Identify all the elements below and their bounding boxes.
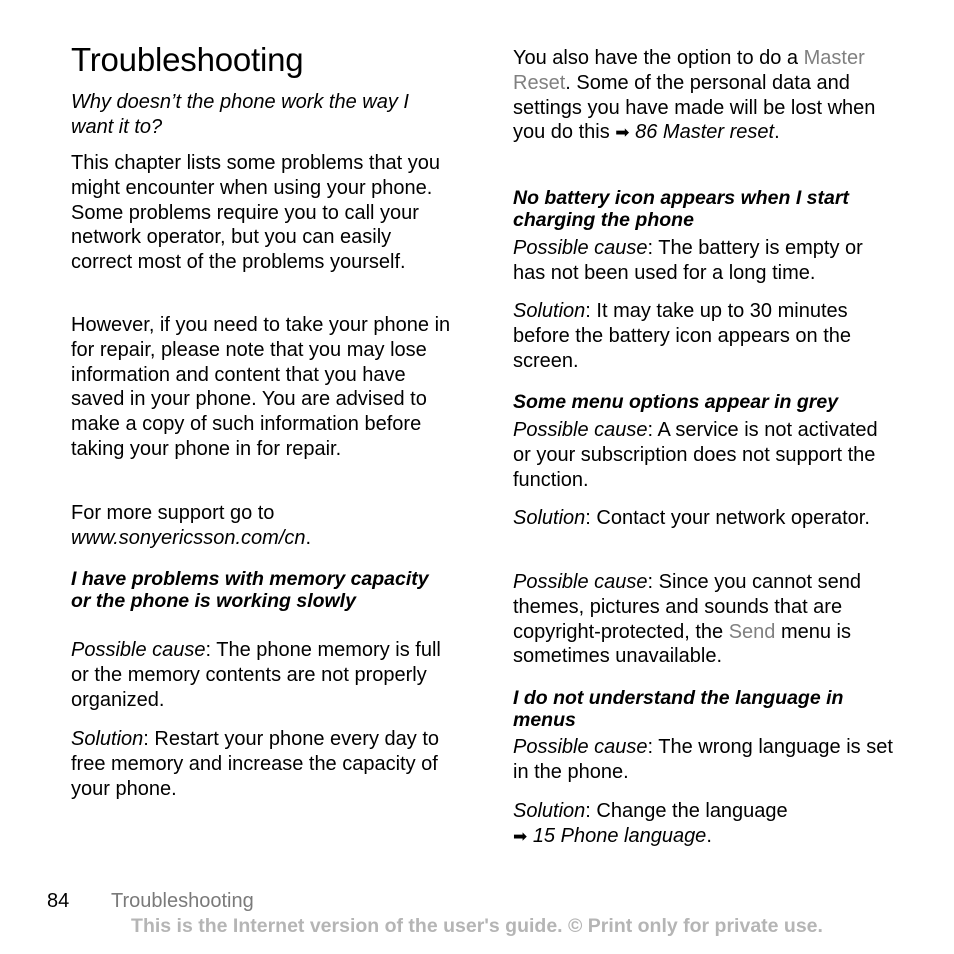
cause-label: Possible cause [513,419,648,441]
memory-solution-text: : Restart your phone every day to free memory and increase the capacity of your phone. [71,728,439,800]
master-post: . Some of the personal data and settings you have made will be lost when you do this [513,71,876,144]
solution-label: Solution [513,300,586,322]
intro-paragraph: This chapter lists some problems that you might encounter when using your phone. Some problems require you to call your network operator, but you can easily correct most of the problems yourself. [71,152,441,274]
language-cause [513,735,898,785]
language-heading: I do not understand the language in menus [513,687,844,731]
arrow-right-icon: ➡ [615,123,630,143]
send-cause-post: menu is sometimes unavailable. [513,620,851,668]
battery-cause-text: : The battery is empty or has not been used for a long time. [513,237,863,284]
cause-label: Possible cause [71,639,206,661]
language-solution-pre: : Change the language [585,800,788,822]
send-cause-pre: : Since you cannot send themes, pictures and sounds that are copyright-protected, the [513,571,862,643]
master-reset-ref[interactable]: 86 Master reset [635,121,775,144]
running-title: Troubleshooting [111,890,254,912]
page-title: Troubleshooting [71,41,304,78]
intro-question: Why doesn’t the phone work the way I want it to? [71,91,409,138]
battery-cause [513,236,898,286]
grey-heading: Some menu options appear in grey [513,391,839,413]
solution-label: Solution [513,800,586,822]
memory-cause-text: : The phone memory is full or the memory contents are not properly organized. [71,639,441,711]
support-link[interactable]: www.sonyericsson.com/cn [71,526,306,549]
cause-label: Possible cause [513,237,648,259]
grey-cause-text: : A service is not activated or your subscription does not support the function. [513,419,878,491]
arrow-right-icon: ➡ [513,826,528,846]
grey-solution [513,506,898,531]
battery-solution-text: : It may take up to 30 minutes before the battery icon appears on the screen. [513,300,852,372]
memory-solution [71,727,451,801]
master-pre: You also have the option to do a [513,47,799,69]
cause-label: Possible cause [513,736,648,758]
language-solution: Solution: Change the language ➡ 15 Phone language. [513,800,788,847]
send-cause [513,570,898,669]
solution-label: Solution [513,507,586,529]
master-reset-paragraph: You also have the option to do a Master Reset. Some of the personal data and settings you have made will be lost when you do this ➡ 86 Master reset. [513,47,876,144]
copyright-notice: This is the Internet version of the user's guide. © Print only for private use. [131,915,823,937]
battery-solution [513,299,898,373]
grey-cause [513,418,898,492]
repair-paragraph: However, if you need to take your phone in for repair, please note that you may lose information and content that you have saved in your phone. You are advised to make a copy of such information before taking your phone in for repair. [71,314,451,460]
page-number: 84 [47,890,70,912]
support-text: For more support go to [71,502,275,524]
memory-cause [71,638,451,712]
language-ref[interactable]: 15 Phone language [532,824,707,847]
send-menu: Send [728,620,776,643]
support-paragraph: For more support go to www.sonyericsson.com/cn. [71,502,312,549]
master-reset-menu: Master Reset [513,47,865,94]
memory-heading: I have problems with memory capacity or the phone is working slowly [71,568,429,612]
grey-solution-text: : Contact your network operator. [585,507,870,529]
cause-label: Possible cause [513,571,648,593]
language-cause-text: : The wrong language is set in the phone. [513,736,893,783]
solution-label: Solution [71,728,144,750]
battery-heading: No battery icon appears when I start charging the phone [513,187,849,231]
